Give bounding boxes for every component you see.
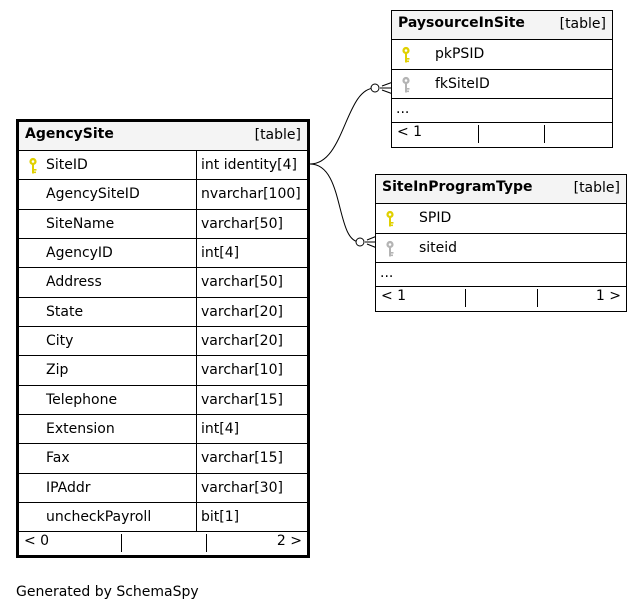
primary-key-icon (27, 157, 39, 175)
column-row[interactable] (376, 234, 626, 264)
column-type: varchar[15] (196, 444, 307, 472)
column-type: varchar[15] (196, 386, 307, 414)
column-type: varchar[50] (196, 268, 307, 296)
column-name: SiteID (46, 157, 88, 173)
parents-count: < 0 (24, 533, 50, 550)
generator-credit: Generated by SchemaSpy (16, 584, 199, 600)
column-row[interactable] (19, 298, 307, 327)
column-type: varchar[50] (196, 210, 307, 238)
relationship-agencysite-paysourceinsite (310, 82, 393, 164)
parents-count: < 1 (397, 124, 423, 140)
table-header (19, 122, 307, 151)
table-kind: [table] (254, 127, 301, 143)
column-type: varchar[20] (196, 298, 307, 326)
column-type: bit[1] (196, 503, 307, 531)
column-name: Address (46, 274, 102, 291)
column-name: Fax (46, 450, 70, 467)
column-name: City (46, 333, 74, 350)
table-header (376, 175, 626, 204)
agencysite-table[interactable] (16, 119, 310, 558)
column-type: int identity[4] (196, 151, 307, 179)
column-name: Zip (46, 362, 69, 379)
table-kind: [table] (559, 16, 606, 32)
primary-key-icon (400, 46, 412, 64)
column-name: Extension (46, 421, 115, 438)
column-row[interactable] (19, 444, 307, 473)
column-row[interactable] (19, 356, 307, 385)
table-footer (392, 123, 612, 147)
column-row[interactable] (392, 40, 612, 70)
table-footer (376, 287, 626, 311)
paysourceinsite-table[interactable] (391, 10, 613, 148)
column-row[interactable] (19, 503, 307, 532)
column-type: int[4] (196, 239, 307, 267)
column-row[interactable] (19, 180, 307, 209)
column-type: nvarchar[100] (196, 180, 307, 208)
column-row[interactable] (19, 268, 307, 297)
column-row[interactable] (19, 151, 307, 180)
column-row[interactable] (19, 239, 307, 268)
foreign-key-icon (384, 240, 396, 258)
column-type: varchar[20] (196, 327, 307, 355)
column-name: fkSiteID (435, 75, 490, 92)
table-name: AgencySite (25, 126, 114, 142)
column-name: pkPSID (435, 46, 485, 62)
column-row[interactable] (19, 415, 307, 444)
column-type: varchar[10] (196, 356, 307, 384)
table-name: PaysourceInSite (398, 15, 525, 31)
column-name: AgencySiteID (46, 186, 140, 203)
parents-count: < 1 (381, 288, 407, 304)
children-count: 1 > (595, 288, 621, 304)
column-row[interactable] (19, 474, 307, 503)
table-footer (19, 532, 307, 556)
column-name: siteid (419, 239, 458, 256)
column-row[interactable] (19, 327, 307, 356)
column-type: int[4] (196, 415, 307, 443)
column-name: uncheckPayroll (46, 509, 152, 526)
siteinprogramtype-table[interactable] (375, 174, 627, 312)
column-row[interactable] (19, 210, 307, 239)
column-row[interactable] (376, 204, 626, 234)
relationship-agencysite-siteinprogramtype (310, 164, 377, 248)
column-row[interactable] (392, 70, 612, 100)
children-count: 2 > (276, 533, 302, 550)
column-name: IPAddr (46, 479, 91, 496)
more-columns: ... (376, 263, 626, 287)
table-header (392, 11, 612, 40)
primary-key-icon (384, 210, 396, 228)
column-name: AgencyID (46, 245, 113, 262)
column-name: SPID (419, 210, 452, 226)
column-row[interactable] (19, 386, 307, 415)
more-columns: ... (392, 99, 612, 123)
column-name: SiteName (46, 215, 115, 232)
foreign-key-icon (400, 76, 412, 94)
column-type: varchar[30] (196, 474, 307, 502)
column-name: Telephone (46, 391, 118, 408)
column-name: State (46, 303, 84, 320)
table-name: SiteInProgramType (382, 179, 533, 195)
table-kind: [table] (573, 180, 620, 196)
